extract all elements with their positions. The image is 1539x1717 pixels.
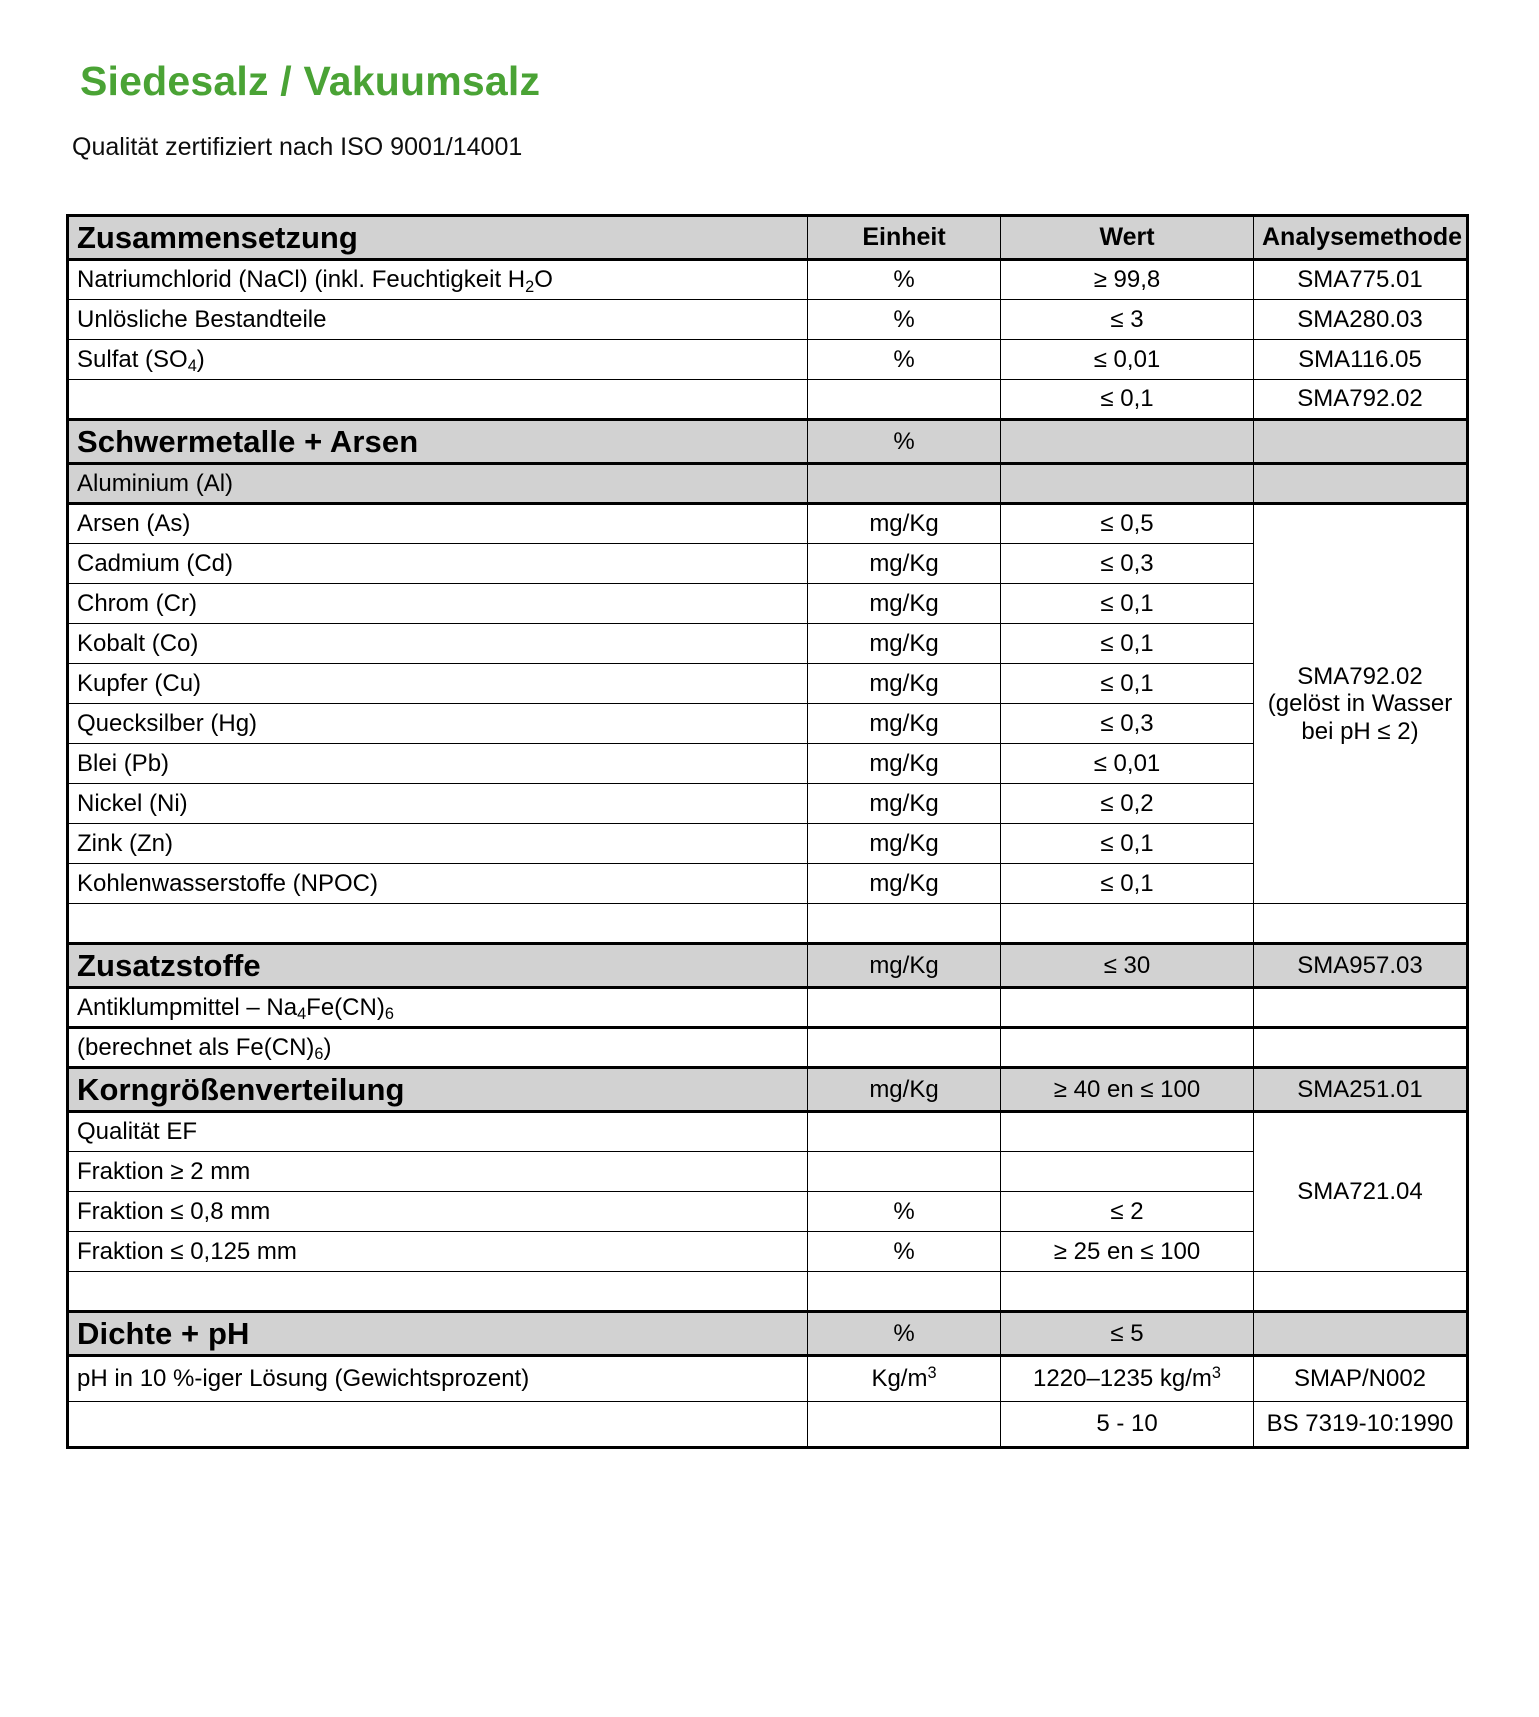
section-header-korngroessenverteilung: [68, 1068, 1468, 1112]
section-value: [1001, 420, 1254, 464]
specification-table-wrapper: [66, 214, 1466, 1449]
row-value: [1001, 464, 1254, 504]
section-header-dichte-ph: [68, 1312, 1468, 1356]
row-unit: [808, 1112, 1001, 1152]
row-unit: %: [808, 340, 1001, 380]
row-unit: mg/Kg: [808, 544, 1001, 584]
row-name: [68, 380, 808, 420]
row-unit: mg/Kg: [808, 504, 1001, 544]
row-value: [1001, 1028, 1254, 1068]
method-line-1: SMA792.02: [1297, 662, 1423, 690]
row-name: Fraktion ≥ 2 mm: [68, 1152, 808, 1192]
section-title: Dichte + pH: [68, 1312, 808, 1356]
row-unit: mg/Kg: [808, 664, 1001, 704]
row-method: [1254, 1272, 1468, 1312]
section-value: ≤ 5: [1001, 1312, 1254, 1356]
row-unit: [808, 988, 1001, 1028]
page-subtitle: Qualität zertifiziert nach ISO 9001/14001: [72, 133, 523, 161]
section-header-schwermetalle: [68, 420, 1468, 464]
row-value: [1001, 904, 1254, 944]
section-method: SMA251.01: [1254, 1068, 1468, 1112]
row-name: Blei (Pb): [68, 744, 808, 784]
row-value: ≤ 0,1: [1001, 584, 1254, 624]
row-unit: mg/Kg: [808, 624, 1001, 664]
row-name: (berechnet als $Fe(CN)_6$): [68, 1028, 808, 1068]
row-value: ≤ 0,5: [1001, 504, 1254, 544]
row-unit: mg/Kg: [808, 824, 1001, 864]
row-value: [1001, 1272, 1254, 1312]
table-row: [68, 988, 1468, 1028]
row-unit: [808, 1028, 1001, 1068]
row-value: ≥ 99,8: [1001, 260, 1254, 300]
table-row: [68, 300, 1468, 340]
row-value: ≤ 0,3: [1001, 544, 1254, 584]
row-method: [1254, 464, 1468, 504]
row-unit: mg/Kg: [808, 584, 1001, 624]
row-value: ≤ 0,2: [1001, 784, 1254, 824]
row-method: BS 7319-10:1990: [1254, 1402, 1468, 1448]
table-row: [68, 504, 1468, 544]
page-title: Siedesalz / Vakuumsalz: [80, 58, 541, 104]
row-value: ≤ 0,01: [1001, 744, 1254, 784]
row-name: Cadmium (Cd): [68, 544, 808, 584]
merged-method-cell-heavy-metals: [1254, 504, 1468, 904]
row-unit: %: [808, 1192, 1001, 1232]
table-row-spacer: [68, 1272, 1468, 1312]
section-title: Korngrößenverteilung: [68, 1068, 808, 1112]
row-unit: [808, 464, 1001, 504]
row-unit: [808, 380, 1001, 420]
row-unit: %: [808, 1232, 1001, 1272]
row-name: Unlösliche Bestandteile: [68, 300, 808, 340]
row-value: [1001, 1112, 1254, 1152]
row-value: ≤ 2: [1001, 1192, 1254, 1232]
section-value: ≥ 40 en ≤ 100: [1001, 1068, 1254, 1112]
row-value: ≤ 0,3: [1001, 704, 1254, 744]
row-value: ≤ 0,1: [1001, 624, 1254, 664]
row-name: Zink (Zn): [68, 824, 808, 864]
row-unit: mg/Kg: [808, 744, 1001, 784]
table-header-row: [68, 216, 1468, 260]
method-line-2: (gelöst in Wasser: [1267, 690, 1453, 718]
row-value: ≤ 0,1: [1001, 864, 1254, 904]
method-line-1: SMA721.04: [1297, 1178, 1423, 1206]
row-name: pH in 10 %-iger Lösung (Gewichtsprozent): [68, 1356, 808, 1402]
row-method: SMA116.05: [1254, 340, 1468, 380]
table-row-spacer: [68, 904, 1468, 944]
section-title: Schwermetalle + Arsen: [68, 420, 808, 464]
row-method: SMA775.01: [1254, 260, 1468, 300]
row-name: Kohlenwasserstoffe (NPOC): [68, 864, 808, 904]
table-row: [68, 340, 1468, 380]
row-value: ≤ 0,1: [1001, 664, 1254, 704]
table-row: [68, 1112, 1468, 1152]
row-value: ≤ 0,1: [1001, 380, 1254, 420]
row-value: ≤ 0,01: [1001, 340, 1254, 380]
table-row: [68, 1028, 1468, 1068]
row-unit: $Kg/m^3$: [808, 1356, 1001, 1402]
specification-table-body: [68, 216, 1468, 1448]
row-name: Kupfer (Cu): [68, 664, 808, 704]
section-unit: mg/Kg: [808, 944, 1001, 988]
row-method: SMA792.02: [1254, 380, 1468, 420]
row-value: 1220–1235 $kg/m^3$: [1001, 1356, 1254, 1402]
section-method: [1254, 1312, 1468, 1356]
row-unit: %: [808, 260, 1001, 300]
row-method: [1254, 1028, 1468, 1068]
row-value: [1001, 988, 1254, 1028]
table-row: [68, 1402, 1468, 1448]
row-value: ≥ 25 en ≤ 100: [1001, 1232, 1254, 1272]
row-name: Quecksilber (Hg): [68, 704, 808, 744]
row-name: Natriumchlorid (NaCl) (inkl. Feuchtigkeit $H_2O$: [68, 260, 808, 300]
row-method: SMA280.03: [1254, 300, 1468, 340]
row-name: [68, 1272, 808, 1312]
column-header-unit: Einheit: [808, 216, 1001, 260]
row-method: SMAP/N002: [1254, 1356, 1468, 1402]
row-unit: [808, 1272, 1001, 1312]
row-unit: [808, 1402, 1001, 1448]
table-row: [68, 1356, 1468, 1402]
method-line-3: bei pH ≤ 2): [1301, 717, 1419, 745]
row-method: [1254, 904, 1468, 944]
table-row: [68, 260, 1468, 300]
row-name: Qualität EF: [68, 1112, 808, 1152]
row-unit: [808, 1152, 1001, 1192]
section-method: SMA957.03: [1254, 944, 1468, 988]
row-name: [68, 1402, 808, 1448]
section-method: [1254, 420, 1468, 464]
section-title: Zusatzstoffe: [68, 944, 808, 988]
row-name: [68, 904, 808, 944]
row-name: Chrom (Cr): [68, 584, 808, 624]
row-unit: mg/Kg: [808, 864, 1001, 904]
row-method: [1254, 988, 1468, 1028]
row-unit: %: [808, 300, 1001, 340]
section-header-zusatzstoffe: [68, 944, 1468, 988]
row-unit: mg/Kg: [808, 784, 1001, 824]
section-value: ≤ 30: [1001, 944, 1254, 988]
row-name: Sulfat $(SO_4)$: [68, 340, 808, 380]
column-header-method: Analysemethode: [1254, 216, 1468, 260]
specification-table: [66, 214, 1469, 1449]
row-name: Antiklumpmittel – $Na_4Fe(CN)_6$: [68, 988, 808, 1028]
section-unit: %: [808, 420, 1001, 464]
merged-method-cell-grain-size: [1254, 1112, 1468, 1272]
table-row: [68, 380, 1468, 420]
section-unit: %: [808, 1312, 1001, 1356]
row-unit: [808, 904, 1001, 944]
row-name: Fraktion ≤ 0,8 mm: [68, 1192, 808, 1232]
row-name: Fraktion ≤ 0,125 mm: [68, 1232, 808, 1272]
column-header-value: Wert: [1001, 216, 1254, 260]
row-value: 5 - 10: [1001, 1402, 1254, 1448]
row-unit: mg/Kg: [808, 704, 1001, 744]
section-unit: mg/Kg: [808, 1068, 1001, 1112]
row-value: ≤ 3: [1001, 300, 1254, 340]
row-value: [1001, 1152, 1254, 1192]
row-value: ≤ 0,1: [1001, 824, 1254, 864]
column-header-name: Zusammensetzung: [68, 216, 808, 260]
row-name: Aluminium (Al): [68, 464, 808, 504]
row-name: Nickel (Ni): [68, 784, 808, 824]
row-name: Arsen (As): [68, 504, 808, 544]
row-name: Kobalt (Co): [68, 624, 808, 664]
table-row-aluminium: [68, 464, 1468, 504]
